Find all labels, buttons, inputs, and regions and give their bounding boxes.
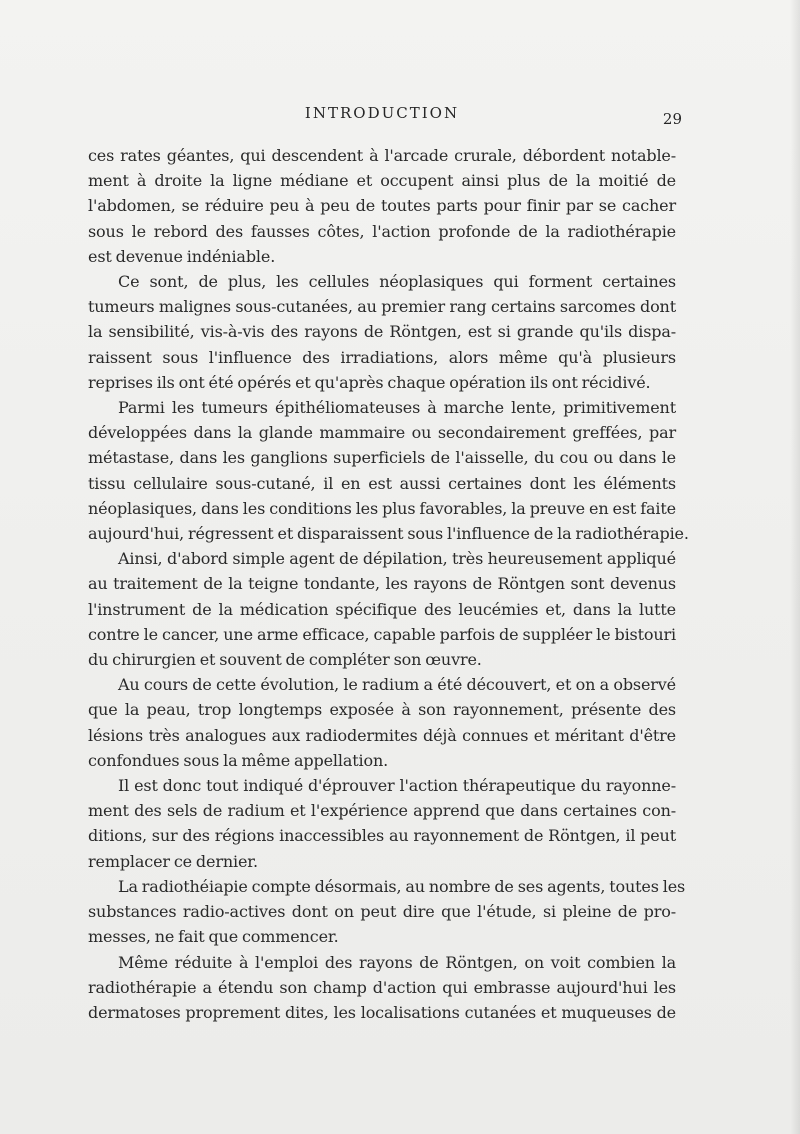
running-title: INTRODUCTION	[304, 104, 460, 122]
text-line: ditions, sur des régions inaccessibles au rayonnement de Röntgen, il peut	[88, 826, 676, 846]
paragraph	[88, 773, 676, 874]
text-line: raissent sous l'influence des irradiations, alors même qu'à plusieurs	[88, 347, 676, 367]
body-text	[88, 143, 689, 1025]
paragraph	[88, 269, 676, 395]
text-line: substances radio-actives dont on peut dire que l'étude, si pleine de pro-	[88, 902, 676, 922]
text-line: Ce sont, de plus, les cellules néoplasiques qui forment certaines	[118, 272, 676, 292]
text-line: Au cours de cette évolution, le radium a été découvert, et on a observé	[118, 675, 676, 695]
text-line: métastase, dans les ganglions superficiels de l'aisselle, du cou ou dans le	[88, 448, 676, 468]
text-line: développées dans la glande mammaire ou secondairement greffées, par	[88, 423, 676, 443]
text-line: est devenue indéniable.	[88, 246, 276, 266]
paragraph	[88, 874, 686, 950]
paragraph	[88, 950, 676, 1026]
paragraph	[88, 395, 689, 546]
text-line: la sensibilité, vis-à-vis des rayons de Röntgen, est si grande qu'ils dispa-	[88, 322, 676, 342]
paragraph	[88, 672, 676, 773]
text-line: tumeurs malignes sous-cutanées, au premier rang certains sarcomes dont	[88, 297, 676, 317]
page-edge-shadow	[790, 0, 800, 1134]
text-line: Ainsi, d'abord simple agent de dépilation, très heureusement appliqué	[118, 549, 676, 569]
text-line: confondues sous la même appellation.	[88, 750, 389, 770]
text-line: aujourd'hui, régressent et disparaissent sous l'influence de la radiothérapie.	[88, 524, 689, 544]
text-line: ces rates géantes, qui descendent à l'arcade crurale, débordent notable-	[88, 146, 676, 165]
text-line: lésions très analogues aux radiodermites déjà connues et méritant d'être	[88, 725, 676, 745]
text-line: Parmi les tumeurs épithéliomateuses à marche lente, primitivement	[118, 398, 676, 418]
text-line: dermatoses proprement dites, les localisations cutanées et muqueuses de	[88, 1002, 676, 1022]
text-line: remplacer ce dernier.	[88, 851, 258, 871]
page-number: 29	[662, 110, 682, 128]
text-line: sous le rebord des fausses côtes, l'action profonde de la radiothérapie	[88, 221, 676, 241]
text-line: ment des sels de radium et l'expérience apprend que dans certaines con-	[88, 801, 676, 821]
text-line: reprises ils ont été opérés et qu'après chaque opération ils ont récidivé.	[88, 372, 651, 392]
text-line: du chirurgien et souvent de compléter son œuvre.	[88, 650, 482, 670]
text-line: l'instrument de la médication spécifique des leucémies et, dans la lutte	[88, 599, 676, 619]
text-line: tissu cellulaire sous-cutané, il en est aussi certaines dont les éléments	[88, 473, 676, 493]
text-line: radiothérapie a étendu son champ d'action qui embrasse aujourd'hui les	[88, 977, 676, 997]
text-line: contre le cancer, une arme efficace, capable parfois de suppléer le bistouri	[88, 624, 676, 644]
text-line: que la peau, trop longtemps exposée à son rayonnement, présente des	[88, 700, 676, 720]
text-line: La radiothéiapie compte désormais, au nombre de ses agents, toutes les	[118, 876, 686, 896]
text-line: messes, ne fait que commencer.	[88, 927, 339, 947]
text-line: ment à droite la ligne médiane et occupent ainsi plus de la moitié de	[88, 171, 676, 191]
text-line: au traitement de la teigne tondante, les rayons de Röntgen sont devenus	[88, 574, 676, 594]
text-line: Même réduite à l'emploi des rayons de Röntgen, on voit combien la	[118, 952, 676, 972]
text-line: Il est donc tout indiqué d'éprouver l'action thérapeutique du rayonne-	[118, 776, 676, 796]
text-line: néoplasiques, dans les conditions les plus favorables, la preuve en est faite	[88, 498, 676, 518]
paragraph	[88, 546, 676, 672]
running-header	[88, 104, 682, 128]
paragraph	[88, 143, 676, 269]
text-line: l'abdomen, se réduire peu à peu de toutes parts pour finir par se cacher	[88, 196, 676, 216]
